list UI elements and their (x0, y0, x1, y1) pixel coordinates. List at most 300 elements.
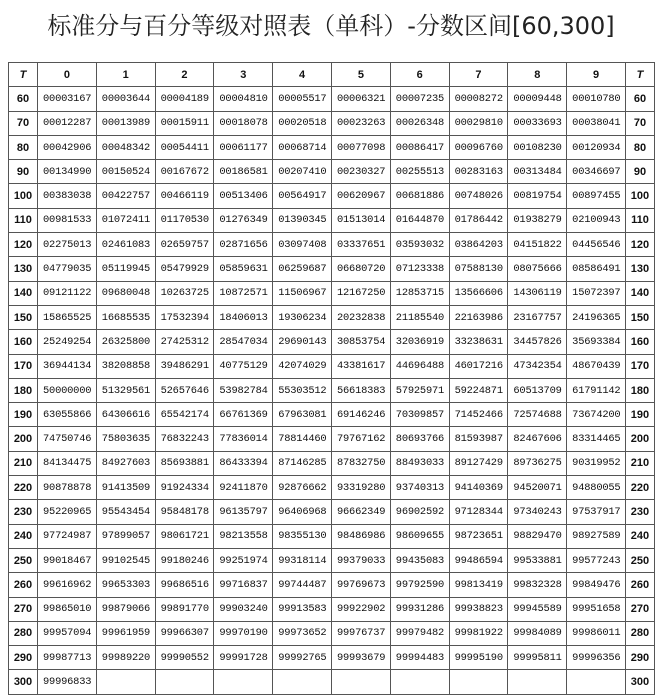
percentile-cell: 98213558 (214, 524, 273, 548)
percentile-cell: 00068714 (273, 135, 332, 159)
table-row (9, 548, 655, 572)
t-score-label: 160 (9, 330, 38, 354)
percentile-cell: 03097408 (273, 233, 332, 257)
percentile-cell: 99973652 (273, 621, 332, 645)
column-header: 5 (331, 63, 390, 87)
table-row (9, 160, 655, 184)
percentile-cell: 99435083 (390, 548, 449, 572)
t-score-label-right: 90 (625, 160, 654, 184)
percentile-cell: 59224871 (449, 378, 508, 402)
t-score-label-right: 210 (625, 451, 654, 475)
percentile-cell: 53982784 (214, 378, 273, 402)
percentile-cell: 73674200 (567, 403, 626, 427)
percentile-cell: 44696488 (390, 354, 449, 378)
percentile-cell: 99987713 (38, 646, 97, 670)
percentile-cell: 99996833 (38, 670, 97, 694)
percentile-cell: 99984089 (508, 621, 567, 645)
t-score-label-right: 240 (625, 524, 654, 548)
percentile-cell: 70309857 (390, 403, 449, 427)
percentile-cell: 99986011 (567, 621, 626, 645)
t-score-label-right: 110 (625, 208, 654, 232)
t-score-label: 190 (9, 403, 38, 427)
t-score-label-right: 290 (625, 646, 654, 670)
percentile-cell: 90878878 (38, 476, 97, 500)
percentile-cell: 00096760 (449, 135, 508, 159)
percentile-cell: 87832750 (331, 451, 390, 475)
percentile-cell: 95543454 (96, 500, 155, 524)
t-score-label: 280 (9, 621, 38, 645)
percentile-cell (331, 670, 390, 694)
percentile-cell: 00620967 (331, 184, 390, 208)
percentile-cell: 29690143 (273, 330, 332, 354)
t-score-label: 220 (9, 476, 38, 500)
percentile-cell: 99922902 (331, 597, 390, 621)
percentile-cell: 08075666 (508, 257, 567, 281)
percentile-cell: 56618383 (331, 378, 390, 402)
percentile-cell: 86433394 (214, 451, 273, 475)
percentile-cell: 00681886 (390, 184, 449, 208)
percentile-cell: 99769673 (331, 573, 390, 597)
table-row (9, 281, 655, 305)
percentile-cell: 02659757 (155, 233, 214, 257)
percentile-cell: 00015911 (155, 111, 214, 135)
percentile-cell: 00120934 (567, 135, 626, 159)
percentile-cell: 00054411 (155, 135, 214, 159)
t-score-label: 90 (9, 160, 38, 184)
column-header: 3 (214, 63, 273, 87)
percentile-cell: 39486291 (155, 354, 214, 378)
percentile-cell (155, 670, 214, 694)
t-score-label: 270 (9, 597, 38, 621)
t-score-label: 120 (9, 233, 38, 257)
table-row (9, 135, 655, 159)
t-score-label-right: 220 (625, 476, 654, 500)
percentile-cell: 12167250 (331, 281, 390, 305)
percentile-cell: 00010780 (567, 87, 626, 111)
t-score-label-right: 150 (625, 305, 654, 329)
percentile-cell: 04779035 (38, 257, 97, 281)
percentile-cell (273, 670, 332, 694)
percentile-cell: 48670439 (567, 354, 626, 378)
percentile-cell: 18406013 (214, 305, 273, 329)
percentile-cell (508, 670, 567, 694)
percentile-cell: 99981922 (449, 621, 508, 645)
percentile-cell (96, 670, 155, 694)
table-row (9, 621, 655, 645)
percentile-cell: 88493033 (390, 451, 449, 475)
percentile-cell: 99102545 (96, 548, 155, 572)
t-score-label-right: 130 (625, 257, 654, 281)
percentile-cell: 87146285 (273, 451, 332, 475)
percentile-cell: 97899057 (96, 524, 155, 548)
t-header-left: T (9, 63, 38, 87)
percentile-cell: 00008272 (449, 87, 508, 111)
percentile-cell: 35693384 (567, 330, 626, 354)
percentile-cell: 00981533 (38, 208, 97, 232)
percentile-cell: 00748026 (449, 184, 508, 208)
percentile-cell: 99180246 (155, 548, 214, 572)
percentile-cell (567, 670, 626, 694)
t-score-label: 260 (9, 573, 38, 597)
t-score-label-right: 200 (625, 427, 654, 451)
percentile-cell: 34457826 (508, 330, 567, 354)
percentile-cell: 96406968 (273, 500, 332, 524)
t-score-label: 240 (9, 524, 38, 548)
table-row (9, 257, 655, 281)
percentile-cell: 30853754 (331, 330, 390, 354)
t-score-label-right: 270 (625, 597, 654, 621)
percentile-cell: 42074029 (273, 354, 332, 378)
percentile-cell: 67963081 (273, 403, 332, 427)
percentile-cell (449, 670, 508, 694)
t-score-label-right: 170 (625, 354, 654, 378)
percentile-cell: 92876662 (273, 476, 332, 500)
percentile-cell: 85693881 (155, 451, 214, 475)
percentile-cell: 99379033 (331, 548, 390, 572)
percentile-cell: 00003644 (96, 87, 155, 111)
percentile-cell: 98927589 (567, 524, 626, 548)
t-score-label-right: 70 (625, 111, 654, 135)
percentile-cell: 00061177 (214, 135, 273, 159)
t-score-label: 250 (9, 548, 38, 572)
t-score-label-right: 190 (625, 403, 654, 427)
percentile-cell: 99653303 (96, 573, 155, 597)
percentile-cell: 99533881 (508, 548, 567, 572)
percentile-cell: 26325800 (96, 330, 155, 354)
t-score-label: 70 (9, 111, 38, 135)
percentile-cell: 99989220 (96, 646, 155, 670)
percentile-cell: 99716837 (214, 573, 273, 597)
percentile-cell: 00564917 (273, 184, 332, 208)
percentile-cell: 01390345 (273, 208, 332, 232)
t-score-label-right: 250 (625, 548, 654, 572)
percentile-cell: 99616962 (38, 573, 97, 597)
percentile-cell: 15072397 (567, 281, 626, 305)
t-score-label-right: 160 (625, 330, 654, 354)
percentile-cell: 99992765 (273, 646, 332, 670)
t-score-label: 180 (9, 378, 38, 402)
t-score-label-right: 120 (625, 233, 654, 257)
t-score-label-right: 100 (625, 184, 654, 208)
percentile-cell: 80693766 (390, 427, 449, 451)
percentile-cell: 00086417 (390, 135, 449, 159)
t-score-label-right: 60 (625, 87, 654, 111)
percentile-cell: 09680048 (96, 281, 155, 305)
percentile-cell: 00383038 (38, 184, 97, 208)
percentile-cell: 46017216 (449, 354, 508, 378)
column-header: 9 (567, 63, 626, 87)
percentile-cell: 99996356 (567, 646, 626, 670)
column-header: 2 (155, 63, 214, 87)
t-score-label: 230 (9, 500, 38, 524)
percentile-cell: 00108230 (508, 135, 567, 159)
percentile-cell: 99976737 (331, 621, 390, 645)
percentile-cell: 64306616 (96, 403, 155, 427)
header-row (9, 63, 655, 87)
percentile-cell: 94880055 (567, 476, 626, 500)
percentile-cell: 27425312 (155, 330, 214, 354)
percentile-cell: 00167672 (155, 160, 214, 184)
percentile-cell: 63055866 (38, 403, 97, 427)
table-row (9, 354, 655, 378)
percentile-cell: 03337651 (331, 233, 390, 257)
percentile-cell: 96662349 (331, 500, 390, 524)
percentile-cell: 12853715 (390, 281, 449, 305)
percentile-cell: 98061721 (155, 524, 214, 548)
column-header: 7 (449, 63, 508, 87)
percentile-cell: 93740313 (390, 476, 449, 500)
percentile-cell: 20232838 (331, 305, 390, 329)
percentile-cell: 71452466 (449, 403, 508, 427)
percentile-cell: 84134475 (38, 451, 97, 475)
percentile-cell: 99486594 (449, 548, 508, 572)
percentile-cell: 04151822 (508, 233, 567, 257)
percentile-cell: 00004810 (214, 87, 273, 111)
percentile-cell: 95848178 (155, 500, 214, 524)
percentile-cell: 98486986 (331, 524, 390, 548)
t-score-label-right: 260 (625, 573, 654, 597)
percentile-cell: 98609655 (390, 524, 449, 548)
percentile-cell: 99931286 (390, 597, 449, 621)
percentile-cell: 14306119 (508, 281, 567, 305)
percentile-cell: 99995190 (449, 646, 508, 670)
percentile-cell: 99686516 (155, 573, 214, 597)
percentile-cell: 00466119 (155, 184, 214, 208)
percentile-cell: 99865010 (38, 597, 97, 621)
percentile-cell: 55303512 (273, 378, 332, 402)
t-score-label-right: 280 (625, 621, 654, 645)
percentile-cell: 06680720 (331, 257, 390, 281)
percentile-cell: 07588130 (449, 257, 508, 281)
t-score-label: 300 (9, 670, 38, 694)
percentile-cell (214, 670, 273, 694)
percentile-cell: 91924334 (155, 476, 214, 500)
table-row (9, 403, 655, 427)
percentile-cell: 23167757 (508, 305, 567, 329)
percentile-cell: 00255513 (390, 160, 449, 184)
percentile-cell: 00230327 (331, 160, 390, 184)
percentile-cell: 36944134 (38, 354, 97, 378)
percentile-cell: 47342354 (508, 354, 567, 378)
percentile-cell: 61791142 (567, 378, 626, 402)
percentile-cell: 98829470 (508, 524, 567, 548)
t-score-label: 170 (9, 354, 38, 378)
t-score-label-right: 180 (625, 378, 654, 402)
percentile-cell: 99991728 (214, 646, 273, 670)
percentile-cell: 25249254 (38, 330, 97, 354)
percentile-cell: 00186581 (214, 160, 273, 184)
percentile-cell: 99938823 (449, 597, 508, 621)
table-row (9, 330, 655, 354)
percentile-cell: 77836014 (214, 427, 273, 451)
table-row (9, 427, 655, 451)
percentile-cell: 99577243 (567, 548, 626, 572)
column-header: 8 (508, 63, 567, 87)
percentile-cell: 03593032 (390, 233, 449, 257)
percentile-cell: 96135797 (214, 500, 273, 524)
percentile-cell: 97340243 (508, 500, 567, 524)
percentile-cell: 10263725 (155, 281, 214, 305)
percentile-cell: 99318114 (273, 548, 332, 572)
percentile-cell: 06259687 (273, 257, 332, 281)
percentile-cell: 90319952 (567, 451, 626, 475)
table-row (9, 111, 655, 135)
percentile-cell: 57925971 (390, 378, 449, 402)
percentile-cell: 00346697 (567, 160, 626, 184)
percentile-cell: 69146246 (331, 403, 390, 427)
table-body (9, 87, 655, 694)
percentile-cell: 05859631 (214, 257, 273, 281)
table-row (9, 476, 655, 500)
percentile-cell: 03864203 (449, 233, 508, 257)
percentile-cell: 65542174 (155, 403, 214, 427)
percentile-cell: 93319280 (331, 476, 390, 500)
percentile-cell: 99990552 (155, 646, 214, 670)
percentile-cell: 32036919 (390, 330, 449, 354)
percentile-cell: 83314465 (567, 427, 626, 451)
percentile-cell: 99957094 (38, 621, 97, 645)
percentile-cell: 00819754 (508, 184, 567, 208)
percentile-cell: 94140369 (449, 476, 508, 500)
t-score-label: 60 (9, 87, 38, 111)
percentile-cell: 99995811 (508, 646, 567, 670)
percentile-cell: 38208858 (96, 354, 155, 378)
percentile-cell: 00033693 (508, 111, 567, 135)
percentile-cell: 00150524 (96, 160, 155, 184)
percentile-cell: 74750746 (38, 427, 97, 451)
percentile-cell: 99251974 (214, 548, 273, 572)
percentile-cell: 00897455 (567, 184, 626, 208)
score-percentile-table (8, 62, 655, 695)
percentile-cell: 95220965 (38, 500, 97, 524)
percentile-cell: 99994483 (390, 646, 449, 670)
percentile-cell: 89127429 (449, 451, 508, 475)
t-score-label: 200 (9, 427, 38, 451)
t-score-label: 140 (9, 281, 38, 305)
percentile-cell: 91413509 (96, 476, 155, 500)
percentile-cell: 89736275 (508, 451, 567, 475)
table-row (9, 305, 655, 329)
percentile-cell: 99979482 (390, 621, 449, 645)
percentile-cell: 98723651 (449, 524, 508, 548)
percentile-cell: 01276349 (214, 208, 273, 232)
percentile-cell: 43381617 (331, 354, 390, 378)
t-score-label-right: 230 (625, 500, 654, 524)
percentile-cell: 00005517 (273, 87, 332, 111)
percentile-cell: 19306234 (273, 305, 332, 329)
t-score-label: 130 (9, 257, 38, 281)
percentile-cell: 02100943 (567, 208, 626, 232)
percentile-cell: 96902592 (390, 500, 449, 524)
percentile-cell: 00038041 (567, 111, 626, 135)
percentile-cell: 02461083 (96, 233, 155, 257)
percentile-cell: 50000000 (38, 378, 97, 402)
percentile-cell: 00029810 (449, 111, 508, 135)
table-row (9, 524, 655, 548)
t-score-label: 290 (9, 646, 38, 670)
percentile-cell: 01644870 (390, 208, 449, 232)
percentile-cell: 97537917 (567, 500, 626, 524)
percentile-cell: 00023263 (331, 111, 390, 135)
percentile-cell: 00009448 (508, 87, 567, 111)
table-row (9, 670, 655, 694)
percentile-cell: 10872571 (214, 281, 273, 305)
percentile-cell: 82467606 (508, 427, 567, 451)
percentile-cell: 02871656 (214, 233, 273, 257)
percentile-cell: 15865525 (38, 305, 97, 329)
t-header-right: T (625, 63, 654, 87)
percentile-cell: 66761369 (214, 403, 273, 427)
percentile-cell: 00003167 (38, 87, 97, 111)
percentile-cell: 28547034 (214, 330, 273, 354)
percentile-cell: 75803635 (96, 427, 155, 451)
percentile-cell: 00048342 (96, 135, 155, 159)
percentile-cell: 00513406 (214, 184, 273, 208)
percentile-cell: 00006321 (331, 87, 390, 111)
percentile-cell: 02275013 (38, 233, 97, 257)
percentile-cell: 72574688 (508, 403, 567, 427)
percentile-cell: 05119945 (96, 257, 155, 281)
percentile-cell: 21185540 (390, 305, 449, 329)
percentile-cell: 99993679 (331, 646, 390, 670)
percentile-cell: 99813419 (449, 573, 508, 597)
percentile-cell (390, 670, 449, 694)
percentile-cell: 94520071 (508, 476, 567, 500)
percentile-cell: 00004189 (155, 87, 214, 111)
percentile-cell: 52657646 (155, 378, 214, 402)
percentile-cell: 05479929 (155, 257, 214, 281)
percentile-cell: 00018078 (214, 111, 273, 135)
percentile-cell: 01170530 (155, 208, 214, 232)
percentile-cell: 81593987 (449, 427, 508, 451)
percentile-cell: 60513709 (508, 378, 567, 402)
column-header: 6 (390, 63, 449, 87)
percentile-cell: 01072411 (96, 208, 155, 232)
table-row (9, 208, 655, 232)
percentile-cell: 99018467 (38, 548, 97, 572)
percentile-cell: 00283163 (449, 160, 508, 184)
percentile-cell: 97724987 (38, 524, 97, 548)
percentile-cell: 01513014 (331, 208, 390, 232)
percentile-cell: 22163986 (449, 305, 508, 329)
table-row (9, 233, 655, 257)
percentile-cell: 01938279 (508, 208, 567, 232)
percentile-cell: 11506967 (273, 281, 332, 305)
percentile-cell: 99792590 (390, 573, 449, 597)
percentile-cell: 99961959 (96, 621, 155, 645)
percentile-cell: 92411870 (214, 476, 273, 500)
table-row (9, 451, 655, 475)
column-header: 4 (273, 63, 332, 87)
percentile-cell: 99966307 (155, 621, 214, 645)
percentile-cell: 33238631 (449, 330, 508, 354)
table-row (9, 500, 655, 524)
table-row (9, 184, 655, 208)
percentile-cell: 76832243 (155, 427, 214, 451)
t-score-label: 210 (9, 451, 38, 475)
t-score-label-right: 300 (625, 670, 654, 694)
percentile-cell: 17532394 (155, 305, 214, 329)
percentile-cell: 97128344 (449, 500, 508, 524)
percentile-cell: 99970190 (214, 621, 273, 645)
percentile-cell: 00313484 (508, 160, 567, 184)
percentile-cell: 99913583 (273, 597, 332, 621)
percentile-cell: 99879066 (96, 597, 155, 621)
table-row (9, 87, 655, 111)
t-score-label: 100 (9, 184, 38, 208)
table-row (9, 573, 655, 597)
percentile-cell: 16685535 (96, 305, 155, 329)
